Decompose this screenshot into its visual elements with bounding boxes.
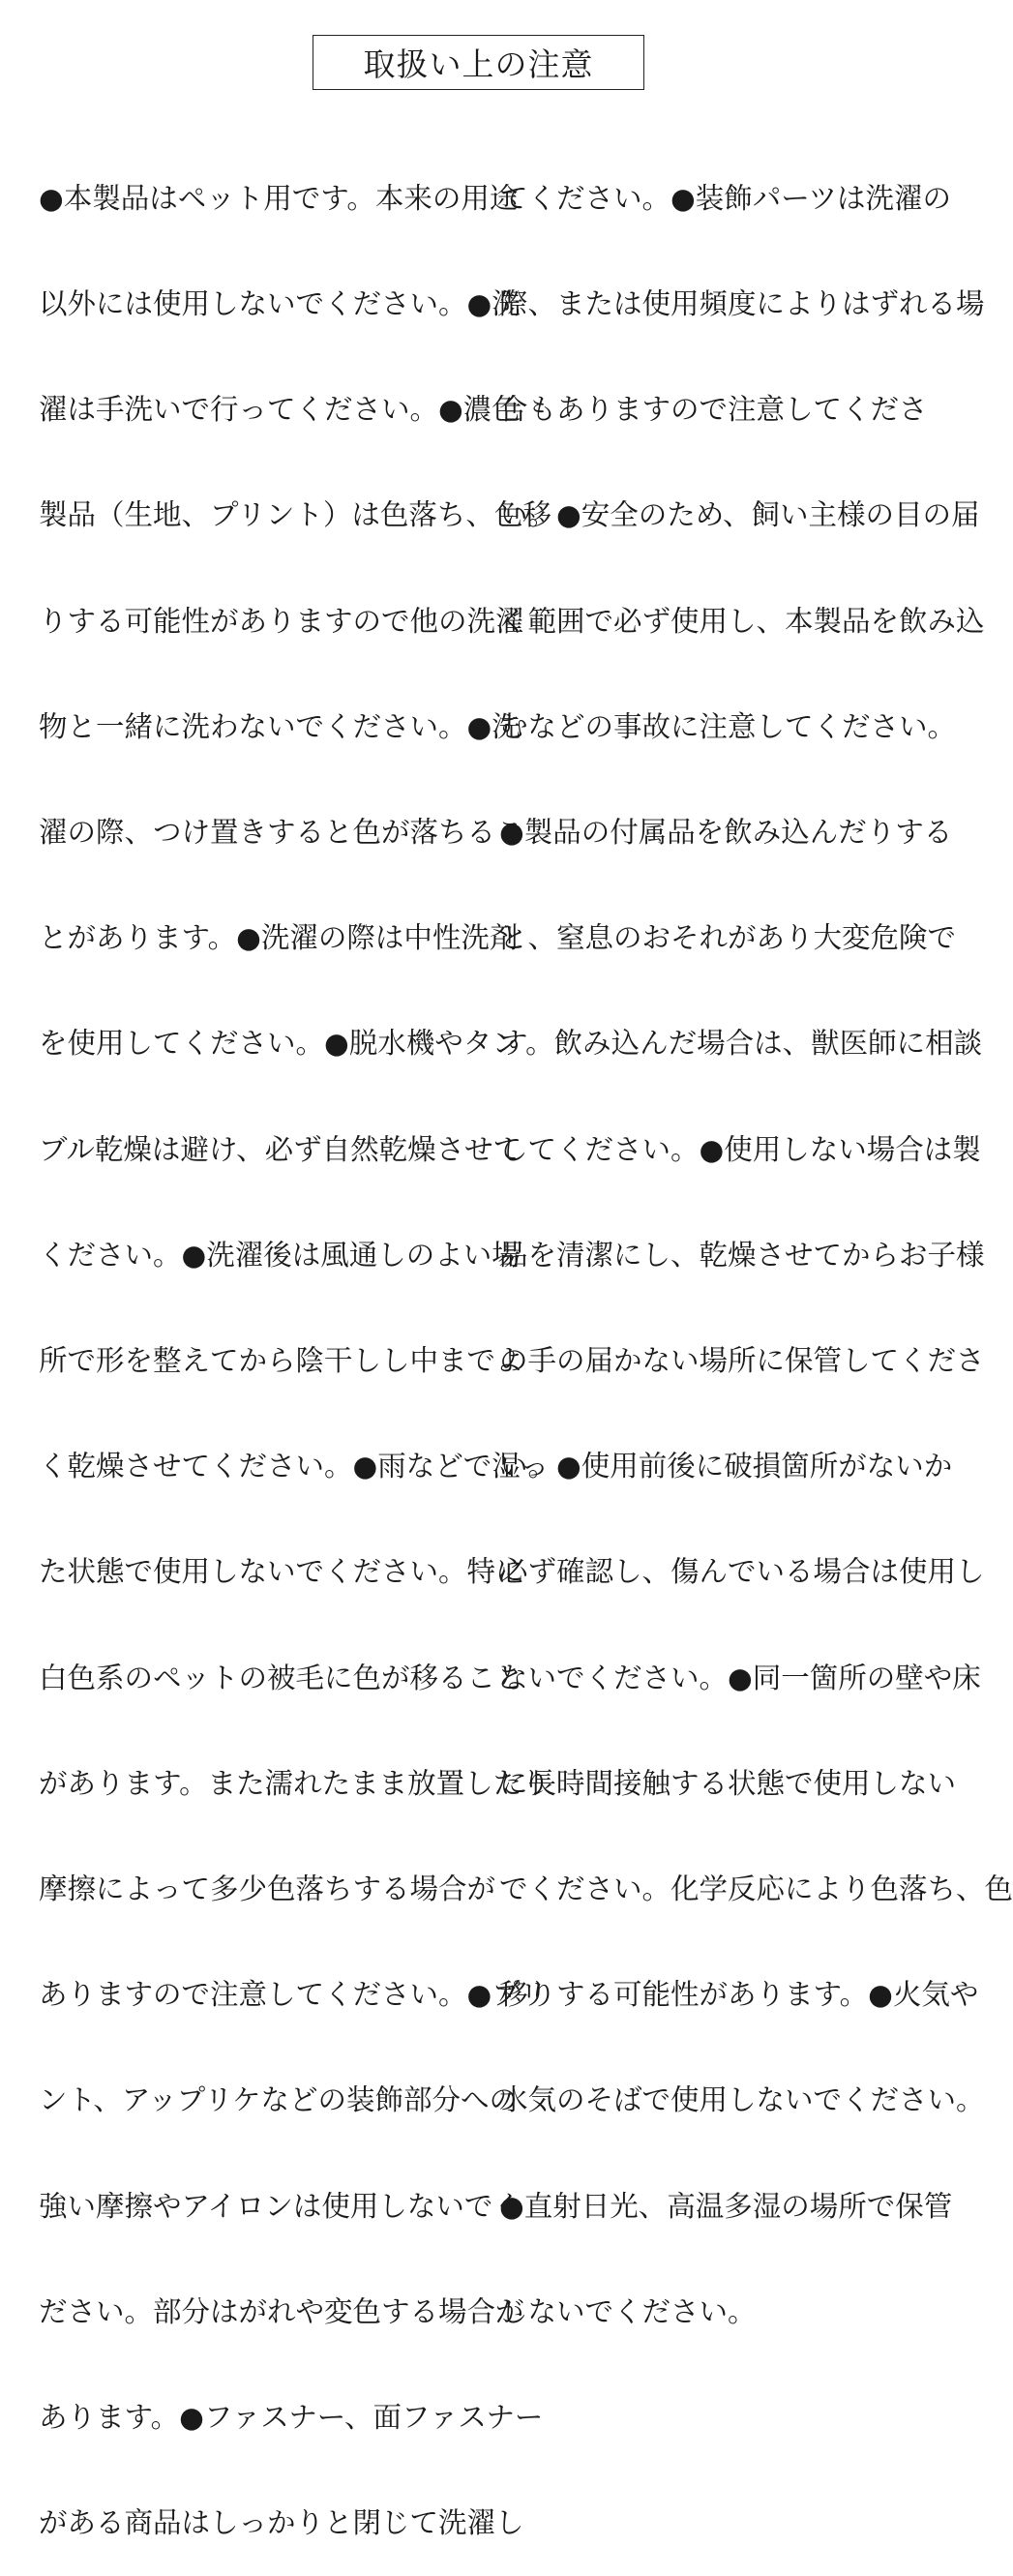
- text-line: 品を清潔にし、乾燥させてからお子様: [499, 1238, 985, 1272]
- text-line: してください。●使用しない場合は製: [499, 1132, 981, 1166]
- text-line: 所で形を整えてから陰干しし中までよ: [39, 1344, 524, 1378]
- text-line: むなどの事故に注意してください。: [499, 709, 957, 743]
- text-column-right: [499, 110, 1013, 2365]
- text-line: 製品（生地、プリント）は色落ち、色移: [39, 498, 551, 532]
- text-column-left: [39, 110, 551, 2576]
- text-line: 以外には使用しないでください。●洗: [39, 287, 521, 321]
- text-line: とがあります。●洗濯の際は中性洗剤: [39, 921, 519, 955]
- text-line: ださい。部分はがれや変色する場合が: [39, 2294, 524, 2328]
- text-line: 水気のそばで使用しないでください。: [499, 2083, 985, 2117]
- text-line: く範囲で必ず使用し、本製品を飲み込: [499, 604, 985, 638]
- text-line: ありますので注意してください。●プリ: [39, 1978, 549, 2012]
- page-title: 取扱い上の注意: [313, 35, 644, 90]
- text-line: りする可能性がありますので他の洗濯: [39, 604, 524, 638]
- text-line: ないでください。●同一箇所の壁や床: [499, 1661, 981, 1694]
- text-line: ント、アップリケなどの装飾部分への: [39, 2083, 519, 2117]
- text-line: い。●安全のため、飼い主様の目の届: [499, 498, 980, 532]
- text-line: ●直射日光、高温多湿の場所で保管: [499, 2189, 953, 2223]
- text-line: ●製品の付属品を飲み込んだりする: [499, 816, 953, 850]
- text-line: があります。また濡れたまま放置したり: [39, 1766, 551, 1800]
- text-line: ください。●洗濯後は風通しのよい場: [39, 1238, 521, 1272]
- text-line: 白色系のペットの被毛に色が移ること: [39, 1661, 524, 1694]
- text-line: 際、または使用頻度によりはずれる場: [499, 287, 985, 321]
- text-line: がある商品はしっかりと閉じて洗濯し: [39, 2506, 524, 2540]
- text-line: 濯は手洗いで行ってください。●濃色: [39, 393, 521, 427]
- text-line: 摩擦によって多少色落ちする場合が: [39, 1872, 496, 1906]
- text-line: でください。化学反応により色落ち、色: [499, 1872, 1013, 1906]
- text-line: に長時間接触する状態で使用しない: [499, 1766, 957, 1800]
- text-line: てください。●装飾パーツは洗濯の: [499, 181, 952, 215]
- text-line: た状態で使用しないでください。特に: [39, 1555, 524, 1589]
- text-line: ●本製品はペット用です。本来の用途: [39, 181, 519, 215]
- text-line: を使用してください。●脱水機やタン: [39, 1027, 521, 1061]
- text-line: 物と一緒に洗わないでください。●洗: [39, 709, 521, 743]
- text-line: と、窒息のおそれがあり大変危険で: [499, 921, 957, 955]
- text-line: ブル乾燥は避け、必ず自然乾燥させて: [39, 1132, 522, 1166]
- text-line: 濯の際、つけ置きすると色が落ちるこ: [39, 816, 524, 850]
- text-line: 必ず確認し、傷んでいる場合は使用し: [499, 1555, 985, 1589]
- text-line: く乾燥させてください。●雨などで湿っ: [39, 1450, 550, 1483]
- text-line: あります。●ファスナー、面ファスナー: [39, 2401, 544, 2435]
- text-line: い。●使用前後に破損箇所がないか: [499, 1450, 953, 1483]
- text-line: す。飲み込んだ場合は、獣医師に相談: [499, 1027, 983, 1061]
- text-line: の手の届かない場所に保管してくださ: [499, 1344, 985, 1378]
- text-line: しないでください。: [499, 2294, 757, 2328]
- text-line: 強い摩擦やアイロンは使用しないでく: [39, 2189, 521, 2223]
- text-line: 移りする可能性があります。●火気や: [499, 1978, 979, 2012]
- text-line: 合もありますので注意してくださ: [499, 393, 928, 427]
